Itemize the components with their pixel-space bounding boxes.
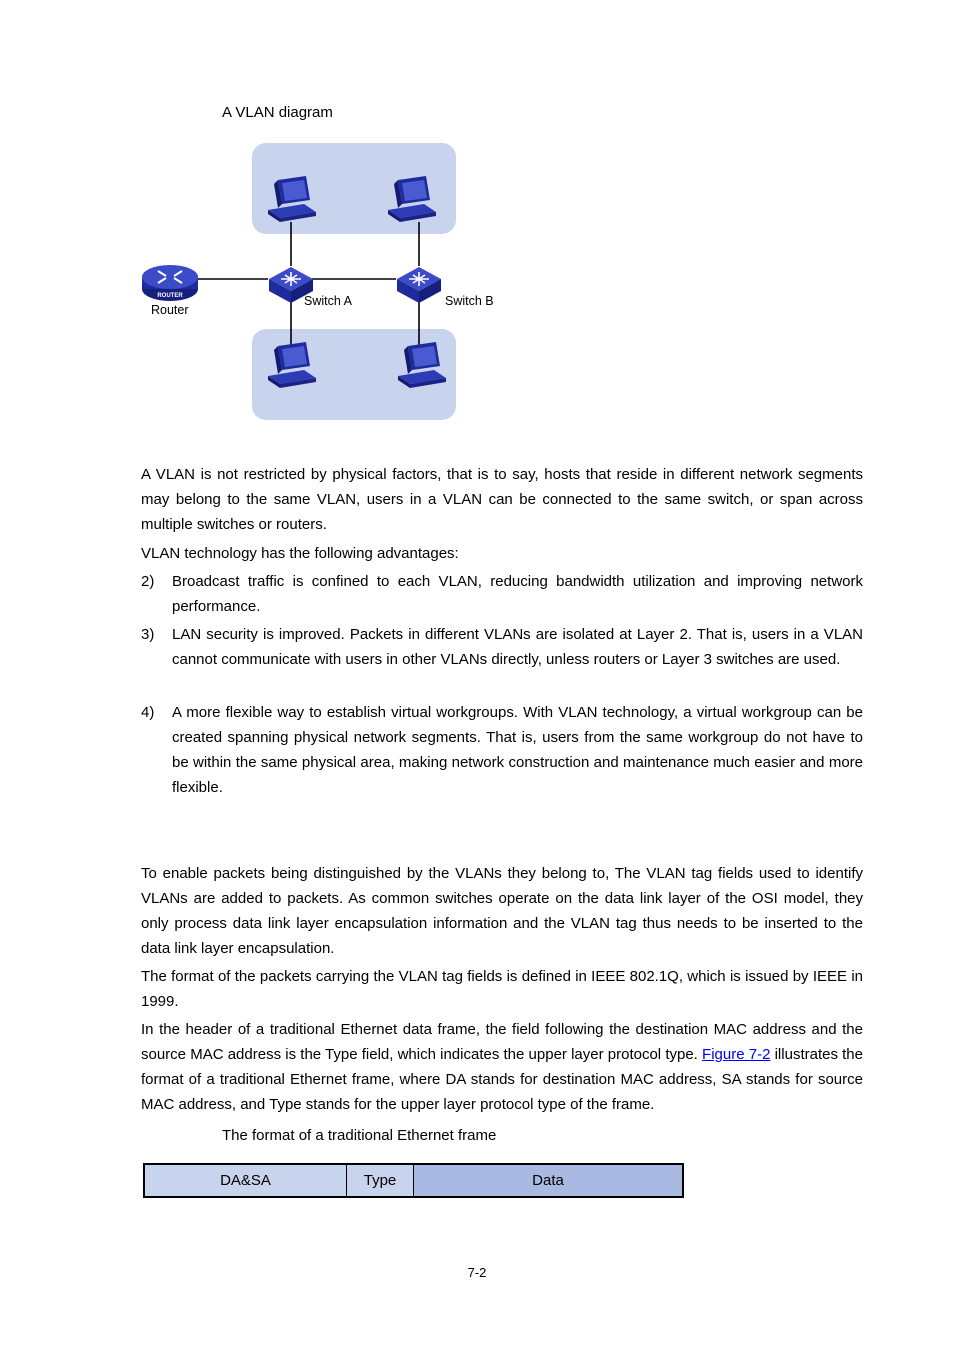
page-number: 7-2	[467, 1265, 487, 1280]
router-badge: ROUTER	[157, 293, 183, 299]
tag-paragraph-1: To enable packets being distinguished by the VLANs they belong to, The VLAN tag fields used to identify VLANs are added to packets. As common switches operate on the data link layer of the OSI model, they only process data link layer encapsulation information and the VLAN tag thus needs to be inserted to the data link layer encapsulation.	[141, 865, 863, 957]
figure-caption: A VLAN diagram	[222, 104, 333, 121]
list-text: A more flexible way to establish virtual workgroups. With VLAN technology, a virtual workgroup can be created spanning physical network segments. That is, users from the same workgroup do not have to be within the same physical area, making network construction and maintenance much easier and more flexible.	[172, 704, 863, 796]
frame-field-da-sa: DA&SA	[145, 1165, 347, 1196]
paragraph-text: In the header of a traditional Ethernet data frame, the field following the destination MAC address and the source MAC address is the Type field, which indicates the upper layer protocol type.	[141, 1021, 863, 1063]
switch-b-label: Switch B	[445, 294, 494, 308]
list-number: 4)	[141, 704, 155, 721]
advantages-intro: VLAN technology has the following advantages:	[141, 545, 459, 562]
list-text: Broadcast traffic is confined to each VLAN, reducing bandwidth utilization and improving network performance.	[172, 573, 863, 615]
switch-b-icon	[397, 267, 441, 303]
switch-a-label: Switch A	[304, 294, 352, 308]
tag-paragraph-3	[141, 1017, 863, 1117]
list-number: 3)	[141, 626, 155, 643]
list-item	[141, 569, 863, 619]
vlan-diagram	[0, 0, 954, 440]
list-item	[141, 700, 863, 800]
frame-field-data: Data	[414, 1165, 682, 1196]
tag-paragraph-2: The format of the packets carrying the VLAN tag fields is defined in IEEE 802.1Q, which is issued by IEEE in 1999.	[141, 968, 863, 1010]
list-number: 2)	[141, 573, 155, 590]
figure-caption: The format of a traditional Ethernet frame	[222, 1127, 497, 1144]
figure-link[interactable]: Figure 7-2	[702, 1046, 771, 1063]
intro-paragraph: A VLAN is not restricted by physical factors, that is to say, hosts that reside in different network segments may belong to the same VLAN, users in a VLAN can be connected to the same switch, or span across multiple switches or routers.	[141, 466, 863, 533]
router-label: Router	[151, 303, 189, 317]
list-item	[141, 622, 863, 672]
paragraph-text: illustrates the format of a traditional Ethernet frame, where DA stands for destination MAC address, SA stands for source MAC address, and Type stands for the upper layer protocol type of the frame.	[141, 1046, 863, 1113]
ethernet-frame-diagram	[143, 1163, 684, 1198]
frame-field-type: Type	[347, 1165, 414, 1196]
router-icon	[142, 265, 198, 301]
list-text: LAN security is improved. Packets in different VLANs are isolated at Layer 2. That is, users in a VLAN cannot communicate with users in other VLANs directly, unless routers or Layer 3 switches are used.	[172, 626, 863, 668]
